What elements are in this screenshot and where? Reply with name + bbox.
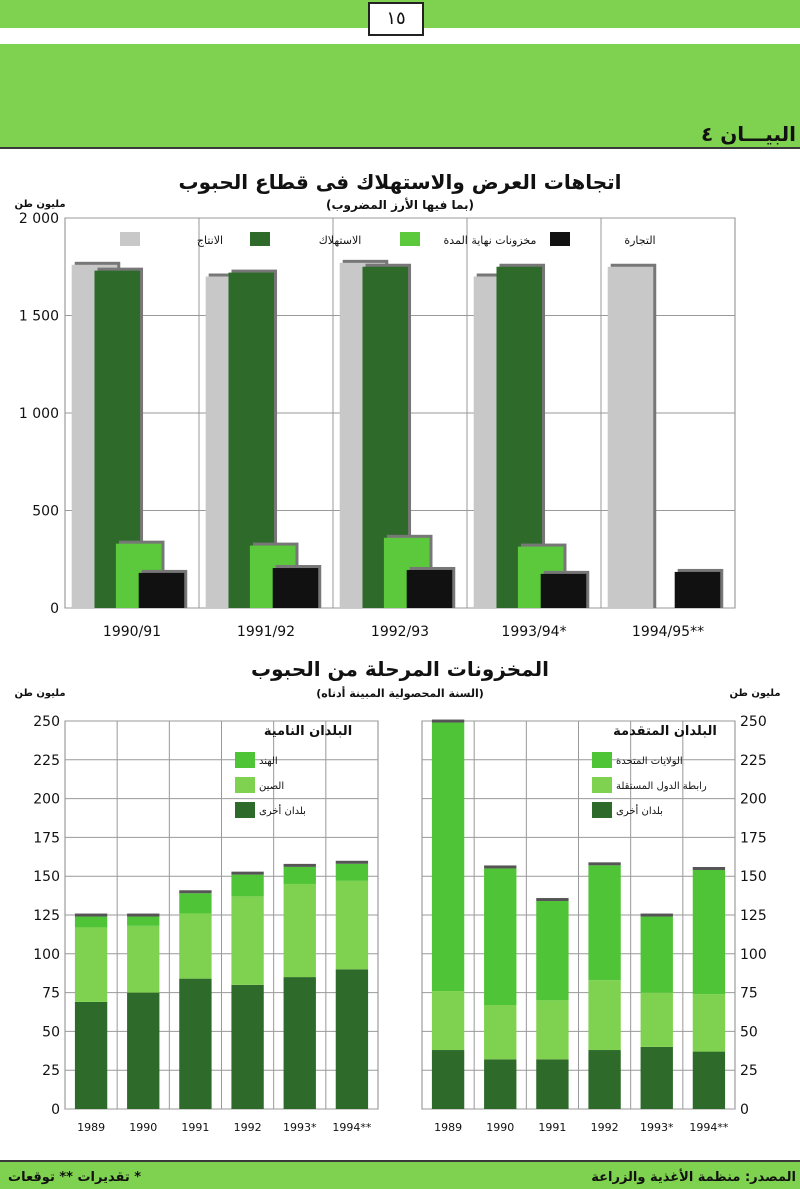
chart2-bar-segment [484,1059,516,1109]
chart2-bar-segment [127,926,159,993]
chart1-ytick: 500 [32,503,59,520]
chart2-xtick: 1992 [590,1121,619,1134]
chart2-ytick: 225 [33,752,60,769]
chart2-bar-segment [693,1052,725,1109]
chart1-ytick: 1 500 [18,308,59,325]
chart2-bar-segment [693,870,725,994]
chart2-legend-label: بلدان أخرى [259,806,306,817]
chart2-bar-segment [693,994,725,1051]
chart2-ytick: 225 [740,752,767,769]
chart1-xtick: 1994/95** [631,624,705,640]
chart2-bar-segment [432,723,464,991]
chart1-legend-swatch [120,232,140,246]
chart1-bar [273,568,319,608]
chart2-ytick: 200 [33,791,60,808]
chart2-bar-segment [284,884,316,977]
chart2-bar-segment [641,917,673,993]
chart2-bar-cap [231,872,263,875]
chart1-xtick: 1990/91 [102,624,162,640]
chart2-bar-segment [179,913,211,978]
chart2-legend-swatch [235,752,255,768]
page-number: ١٥ [368,2,424,36]
chart1-legend-label: التجارة [624,234,656,247]
chart2-xtick: 1990 [486,1121,515,1134]
chart1-bar [675,572,721,608]
chart2-bar-segment [231,875,263,897]
chart2-legend-label: الولايات المتحدة [616,756,683,767]
chart1-ylabel: مليون طن [14,199,66,210]
figure-panel [0,147,800,1162]
chart2-bar-segment [588,980,620,1050]
chart2-bar-segment [336,969,368,1109]
chart2-panel-title: البلدان المتقدمة [613,724,717,739]
chart2-xtick: 1991 [181,1121,210,1134]
chart1-xtick: 1991/92 [236,624,296,640]
chart2-bar-cap [588,862,620,865]
chart2-panel-title: البلدان النامية [263,724,353,739]
chart2-ytick: 75 [42,985,60,1002]
figure-svg [0,149,800,1160]
chart2-ytick: 150 [33,869,60,886]
chart2-bar-segment [641,1047,673,1109]
chart2-bar-segment [284,977,316,1109]
chart2-bar-segment [231,985,263,1109]
chart2-bar-segment [75,927,107,1001]
chart1-legend-swatch [550,232,570,246]
chart2-bar-cap [484,865,516,868]
chart2-legend-swatch [592,777,612,793]
chart1-bar [608,267,654,608]
chart2-bar-segment [432,1050,464,1109]
estimate-note: * تقديرات ** توقعات [8,1170,142,1185]
chart2-bar-segment [641,993,673,1047]
chart2-ytick: 25 [42,1063,60,1080]
chart2-bar-segment [284,867,316,884]
chart2-bar-segment [75,917,107,928]
chart2-ytick: 175 [33,830,60,847]
chart2-bar-cap [536,898,568,901]
chart2-legend-swatch [235,802,255,818]
chart2-legend-label: بلدان أخرى [616,806,663,817]
chart2-ytick: 100 [33,946,60,963]
chart1-bar [139,573,185,608]
chart2-legend-swatch [235,777,255,793]
chart2-ytick: 175 [740,830,767,847]
chart2-legend-swatch [592,802,612,818]
chart1-subtitle: (بما فيها الأرز المضروب) [325,198,475,212]
chart2-ytick: 75 [740,985,758,1002]
chart2-ytick: 0 [51,1102,60,1118]
chart2-bar-cap [127,914,159,917]
chart2-xtick: 1991 [538,1121,567,1134]
chart2-xtick: 1994** [689,1121,729,1134]
chart2-bar-segment [336,881,368,969]
chart2-legend-label: رابطة الدول المستقلة [616,781,707,792]
chart2-bar-segment [336,864,368,881]
footer [0,1164,800,1189]
chart2-ytick: 50 [42,1024,60,1041]
chart2-bar-cap [693,867,725,870]
chart1-xtick: 1992/93 [370,624,430,640]
chart2-xtick: 1990 [129,1121,158,1134]
chart1-legend-label: الانتاج [196,234,224,247]
chart2-bar-cap [75,914,107,917]
chart2-bar-segment [231,896,263,984]
chart2-bar-segment [484,1005,516,1059]
chart2-ylabel: مليون طن [14,688,66,699]
chart1-title: اتجاهات العرض والاستهلاك فى قطاع الحبوب [178,170,622,194]
chart1-legend-label: الاستهلاك [318,234,362,247]
chart2-bar-cap [284,864,316,867]
chart1-bar [407,570,453,608]
chart2-legend-label: الهند [259,756,278,767]
chart2-bar-cap [336,861,368,864]
chart1-legend-label: مخزونات نهاية المدة [443,234,537,247]
chart2-ytick: 250 [740,714,767,730]
chart2-xtick: 1994** [332,1121,372,1134]
chart1-legend-swatch [250,232,270,246]
chart2-subtitle: (السنة المحصولية المبينة أدناه) [316,687,484,700]
chart2-bar-segment [536,1000,568,1059]
chart2-ytick: 125 [740,908,767,924]
chart2-ytick: 200 [740,791,767,808]
chart2-title: المخزونات المرحلة من الحبوب [251,657,549,681]
chart2-bar-segment [588,865,620,980]
chart2-bar-cap [179,890,211,893]
figure-label: البيـــان ٤ [701,122,796,146]
chart2-ytick: 250 [33,714,60,730]
chart2-ytick: 150 [740,869,767,886]
chart2-ytick: 125 [33,908,60,924]
chart2-bar-segment [536,901,568,1000]
chart2-ytick: 100 [740,946,767,963]
chart2-bar-segment [127,917,159,926]
chart1-xtick: 1993/94* [501,624,567,640]
chart2-ytick: 0 [740,1102,749,1118]
chart2-bar-segment [127,993,159,1109]
chart2-bar-segment [484,868,516,1005]
chart1-legend-swatch [400,232,420,246]
chart2-bar-cap [432,720,464,723]
chart2-xtick: 1992 [233,1121,262,1134]
chart2-legend-label: الصين [259,781,285,792]
chart2-ytick: 25 [740,1063,758,1080]
chart2-xtick: 1993* [283,1121,317,1134]
chart2-xtick: 1989 [77,1121,106,1134]
chart2-bar-cap [641,914,673,917]
chart2-ytick: 50 [740,1024,758,1041]
chart1-ytick: 2 000 [18,211,59,227]
chart1-ytick: 1 000 [18,406,59,422]
chart2-xtick: 1989 [434,1121,463,1134]
chart2-ylabel: مليون طن [729,688,781,699]
chart2-legend-swatch [592,752,612,768]
chart2-xtick: 1993* [640,1121,674,1134]
source-note: المصدر: منظمة الأغذية والزراعة [591,1170,796,1185]
chart2-bar-segment [75,1002,107,1109]
chart2-bar-segment [588,1050,620,1109]
chart2-bar-segment [432,991,464,1050]
chart2-bar-segment [179,893,211,913]
chart2-bar-segment [179,979,211,1109]
chart2-bar-segment [536,1059,568,1109]
chart1-ytick: 0 [50,601,59,617]
chart1-bar [541,574,587,608]
